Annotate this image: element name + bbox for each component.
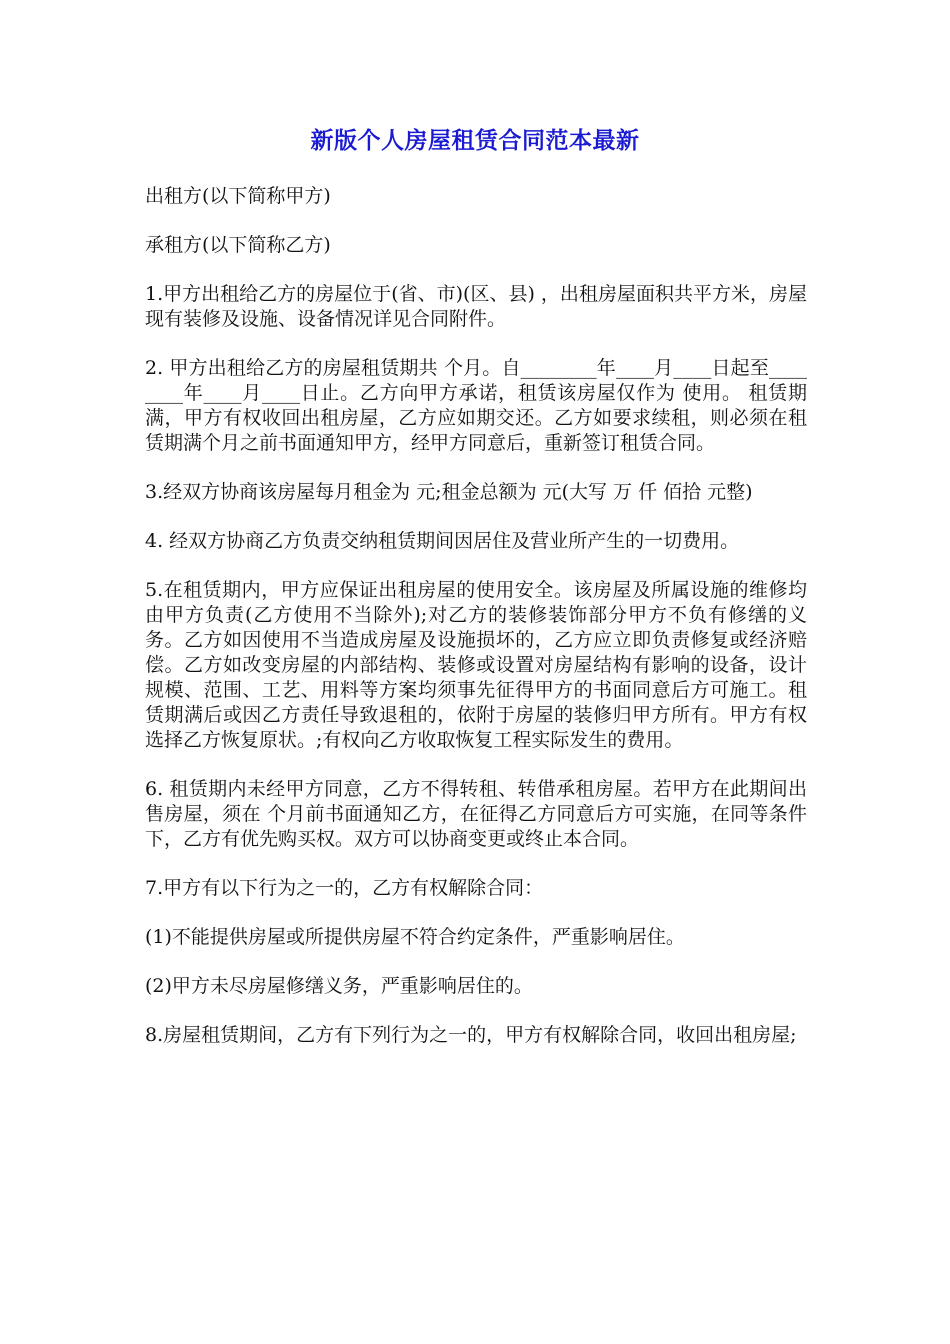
document-title: 新版个人房屋租赁合同范本最新 (310, 128, 640, 154)
paragraph-clause-7-item-2: (2)甲方未尽房屋修缮义务，严重影响居住的。 (145, 975, 533, 997)
document-body (145, 184, 807, 1072)
paragraph-lessee: 承租方(以下简称乙方) (145, 234, 331, 256)
paragraph-clause-6: 6. 租赁期内未经甲方同意，乙方不得转租、转借承租房屋。若甲方在此期间出售房屋，须在 个月前书面通知乙方，在征得乙方同意后方可实施，在同等条件下，乙方有优先购买权。双方可以协商变更或终止本合同。 (145, 778, 807, 850)
paragraph-clause-8: 8.房屋租赁期间，乙方有下列行为之一的，甲方有权解除合同，收回出租房屋; (145, 1024, 797, 1046)
paragraph-clause-7-item-1: (1)不能提供房屋或所提供房屋不符合约定条件，严重影响居住。 (145, 926, 685, 948)
paragraph-clause-3: 3.经双方协商该房屋每月租金为 元;租金总额为 元(大写 万 仟 佰拾 元整) (145, 481, 753, 503)
paragraph-clause-1: 1.甲方出租给乙方的房屋位于(省、市)(区、县) ，出租房屋面积共平方米，房屋现有装修及设施、设备情况详见合同附件。 (145, 283, 807, 330)
paragraph-clause-4: 4. 经双方协商乙方负责交纳租赁期间因居住及营业所产生的一切费用。 (145, 530, 740, 552)
paragraph-clause-2: 2. 甲方出租给乙方的房屋租赁期共 个月。自________年____月____日起至________年____月____日止。乙方向甲方承诺，租赁该房屋仅作为 使用。 租赁期满，甲方有权收回出租房屋，乙方应如期交还。乙方如要求续租，则必须在租赁期满个月之前书面通知甲方，经甲方同意后，重新签订租赁合同。 (145, 357, 807, 454)
paragraph-clause-5: 5.在租赁期内，甲方应保证出租房屋的使用安全。该房屋及所属设施的维修均由甲方负责(乙方使用不当除外);对乙方的装修装饰部分甲方不负有修缮的义务。乙方如因使用不当造成房屋及设施损坏的，乙方应立即负责修复或经济赔偿。乙方如改变房屋的内部结构、装修或设置对房屋结构有影响的设备，设计规模、范围、工艺、用料等方案均须事先征得甲方的书面同意后方可施工。租赁期满后或因乙方责任导致退租的，依附于房屋的装修归甲方所有。甲方有权选择乙方恢复原状。;有权向乙方收取恢复工程实际发生的费用。 (145, 579, 807, 751)
paragraph-clause-7: 7.甲方有以下行为之一的，乙方有权解除合同： (145, 877, 544, 899)
paragraph-lessor: 出租方(以下简称甲方) (145, 185, 331, 207)
